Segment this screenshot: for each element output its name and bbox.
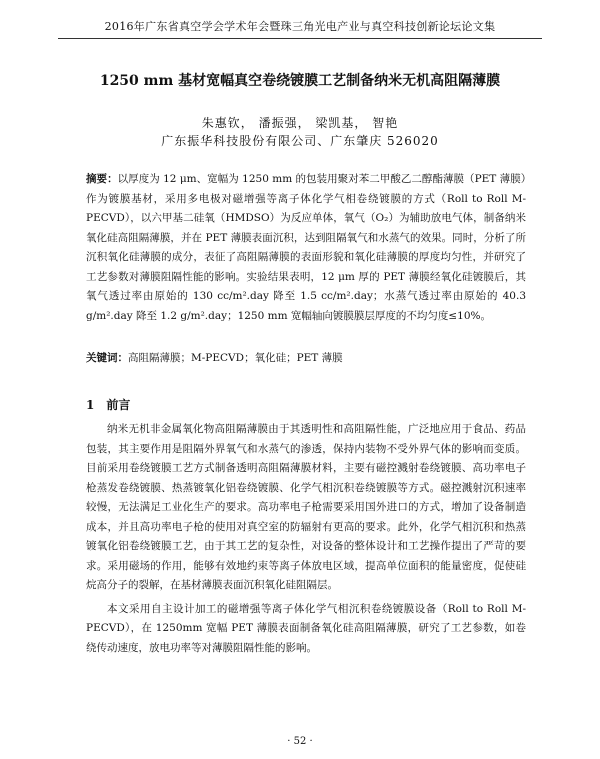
introduction-body	[86, 420, 526, 658]
paper-authors: 朱惠钦， 潘振强， 梁凯基， 智艳	[201, 116, 399, 130]
abstract-text: 以厚度为 12 μm、宽幅为 1250 mm 的包装用聚对苯二甲酸乙二醇酯薄膜（PET 薄膜）作为镀膜基材，采用多电极对磁增强等离子体化学气相卷绕镀膜的方式（Roll to Roll M-PECVD），以六甲基二硅氧（HMDSO）为反应单体，氧气（O₂）为辅助放电气体，制备纳米氧化硅高阻隔薄膜，并在 PET 薄膜表面沉积，达到阻隔氧气和水蒸气的效果。同时，分析了所沉积氧化硅薄膜的成分，表征了高阻隔薄膜的表面形貌和氧化硅薄膜的厚度均匀性，并研究了工艺参数对薄膜阻隔性能的影响。实验结果表明，12 μm 厚的 PET 薄膜经氧化硅镀膜后，其氧气透过率由原始的 130 cc/m².day 降至 1.5 cc/m².day；水蒸气透过率由原始的 40.3 g/m².day 降至 1.2 g/m².day；1250 mm 宽幅轴向镀膜膜层厚度的不均匀度≤10%。	[86, 173, 526, 322]
paper-title: 1250 mm 基材宽幅真空卷绕镀膜工艺制备纳米无机高阻隔薄膜	[99, 73, 501, 89]
keywords	[86, 349, 526, 367]
section-heading-introduction: 1 前言	[86, 398, 131, 412]
abstract-label: 摘要：	[86, 173, 118, 185]
page-number: · 52 ·	[287, 736, 313, 747]
abstract	[86, 170, 526, 326]
header-divider	[58, 38, 542, 39]
paragraph: 本文采用自主设计加工的磁增强等离子体化学气相沉积卷绕镀膜设备（Roll to Roll M-PECVD），在 1250mm 宽幅 PET 薄膜表面制备氧化硅高阻隔薄膜，研究了工艺参数，如卷绕传动速度，放电功率等对薄膜阻隔性能的影响。	[86, 602, 526, 654]
paper-affiliation: 广东振华科技股份有限公司、广东肇庆 526020	[161, 134, 439, 148]
running-header: 2016年广东省真空学会学术年会暨珠三角光电产业与真空科技创新论坛论文集	[104, 20, 496, 33]
keywords-text: 高阻隔薄膜；M-PECVD；氧化硅；PET 薄膜	[128, 352, 343, 364]
paragraph: 纳米无机非金属氧化物高阻隔薄膜由于其透明性和高阻隔性能，广泛地应用于食品、药品包装，其主要作用是阻隔外界氧气和水蒸气的渗透，保持内装物不受外界气体的影响而变质。目前采用卷绕镀膜工艺方式制备透明高阻隔薄膜材料，主要有磁控溅射卷绕镀膜、高功率电子枪蒸发卷绕镀膜、热蒸镀氧化铝卷绕镀膜、化学气相沉积卷绕镀膜等方式。磁控溅射沉积速率较慢，无法满足工业化生产的要求。高功率电子枪需要采用国外进口的方式，增加了设备制造成本，并且高功率电子枪的使用对真空室的防辐射有更高的要求。此外，化学气相沉积和热蒸镀氧化铝卷绕镀膜工艺，由于其工艺的复杂性，对设备的整体设计和工艺操作提出了严苛的要求。采用磁场的作用，能够有效地约束等离子体放电区域，提高单位面积的能量密度，促使硅烷高分子的裂解，在基材薄膜表面沉积氧化硅阻隔层。	[86, 423, 526, 591]
keywords-label: 关键词：	[86, 352, 128, 364]
